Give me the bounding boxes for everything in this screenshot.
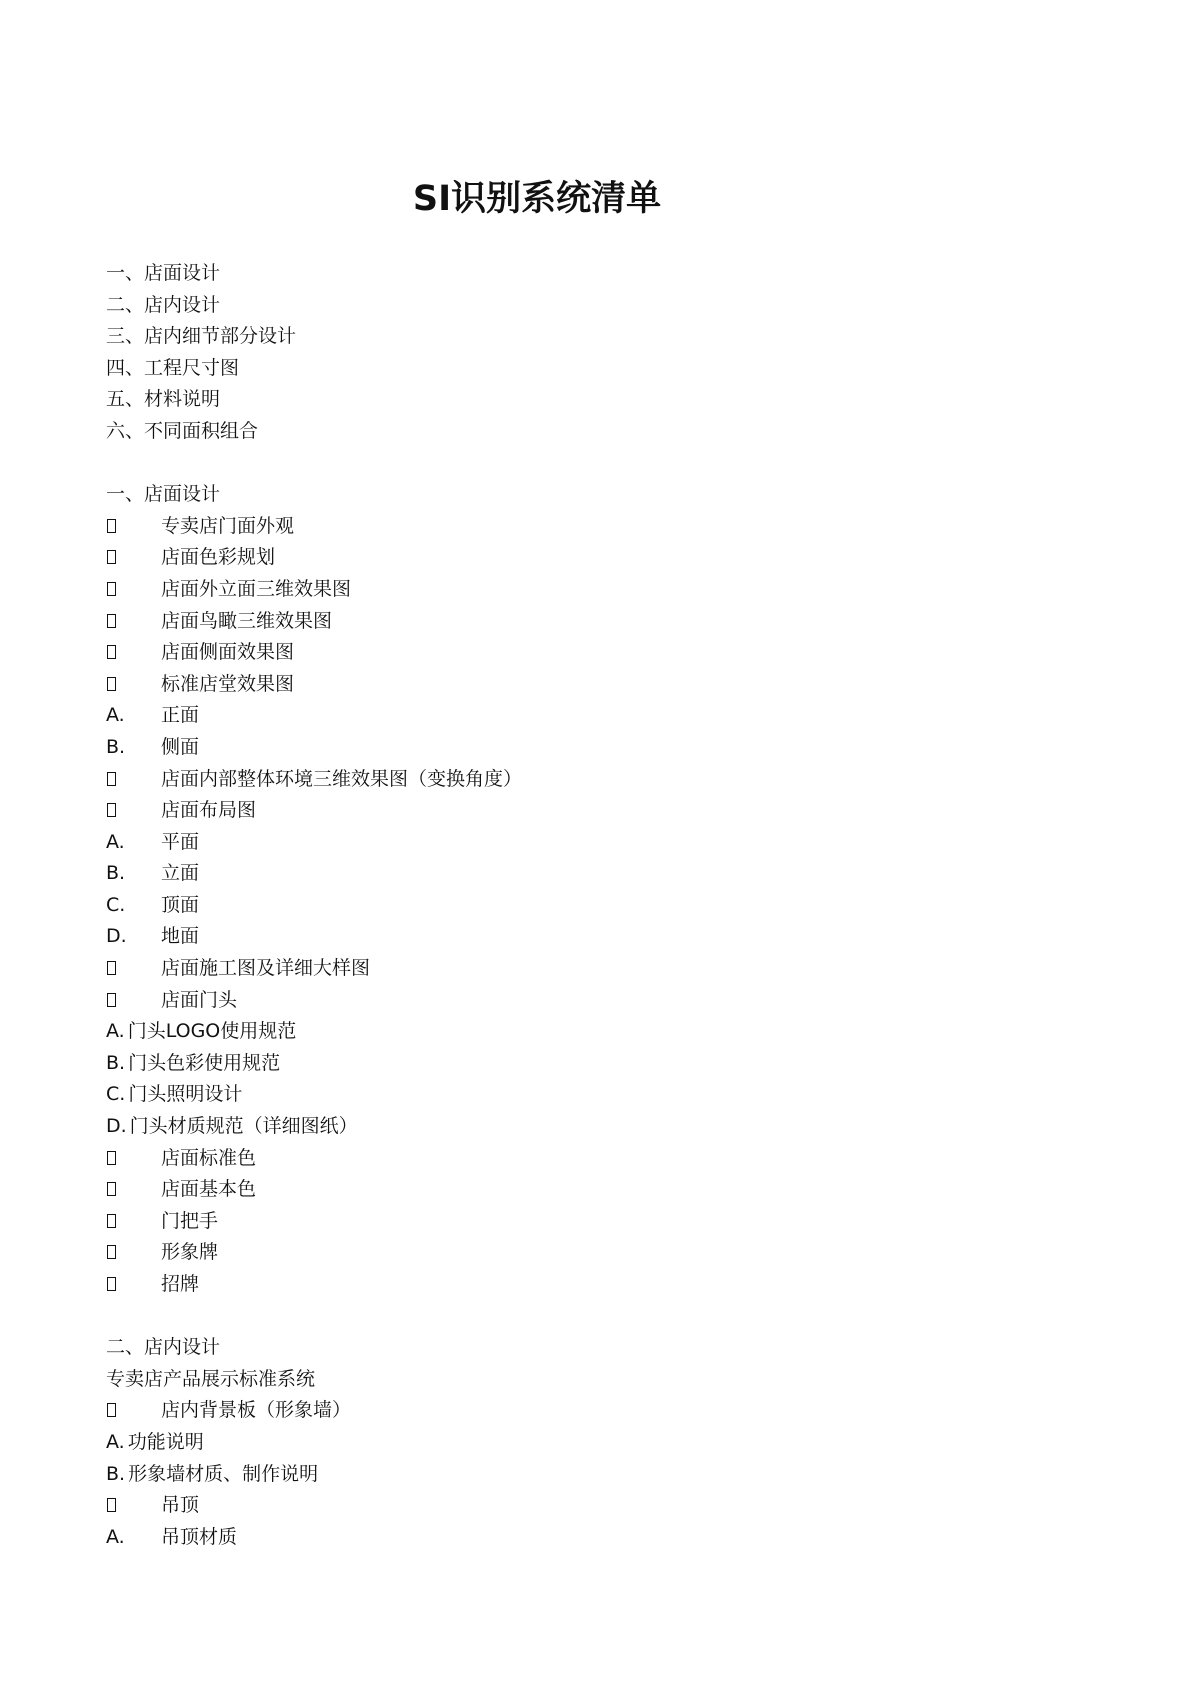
- storefront-items-after: [106, 1143, 1106, 1301]
- list-item-text: 店面布局图: [161, 799, 257, 822]
- list-item: [106, 1427, 1106, 1459]
- list-marker: B.: [106, 862, 126, 885]
- list-item: [106, 1079, 1106, 1111]
- list-item-text: 门把手: [161, 1209, 219, 1232]
- toc-item: 四、工程尺寸图: [106, 356, 240, 379]
- backdrop-subitems: [106, 1427, 1106, 1490]
- checkbox-square-icon: [107, 961, 116, 975]
- list-item: [106, 1490, 1106, 1522]
- list-item-text: 招牌: [161, 1273, 200, 1295]
- list-item: [106, 732, 1106, 764]
- list-marker: B.: [106, 735, 126, 758]
- list-item: [106, 1016, 1106, 1048]
- list-item: [106, 669, 1106, 701]
- list-marker: [106, 637, 161, 669]
- list-item: [106, 637, 1106, 669]
- section-heading-interior: 二、店内设计: [106, 1336, 221, 1359]
- checkbox-square-icon: [107, 1214, 116, 1228]
- storefront-items: [106, 511, 1106, 1017]
- section-heading-storefront: 一、店面设计: [106, 483, 221, 506]
- list-item-text: 店面标准色: [161, 1146, 257, 1169]
- list-marker: [106, 669, 161, 701]
- list-item-text: 形象牌: [161, 1241, 219, 1264]
- list-marker: A.: [106, 1020, 125, 1043]
- list-marker: [106, 985, 161, 1017]
- list-marker: [106, 1237, 161, 1269]
- checkbox-square-icon: [107, 772, 116, 786]
- list-item: [106, 511, 1106, 543]
- ceiling-subitems: [106, 1522, 1106, 1554]
- list-marker: A.: [106, 704, 125, 727]
- list-marker: A.: [106, 830, 125, 853]
- list-marker: [106, 574, 161, 606]
- list-item: [106, 700, 1106, 732]
- list-marker: D.: [106, 1115, 127, 1138]
- list-item: [106, 1206, 1106, 1238]
- list-item: [106, 1522, 1106, 1554]
- list-marker: C.: [106, 1083, 126, 1106]
- list-item: [106, 606, 1106, 638]
- list-item: [106, 1048, 1106, 1080]
- checkbox-square-icon: [107, 614, 116, 628]
- list-marker: B.: [106, 1051, 126, 1074]
- list-marker: [106, 1206, 161, 1238]
- checkbox-square-icon: [107, 1245, 116, 1259]
- list-item-text: 标准店堂效果图: [161, 672, 295, 695]
- list-item: [106, 890, 1106, 922]
- list-item-text: 店面门头: [161, 988, 238, 1011]
- list-item-text: 门头照明设计: [128, 1083, 243, 1106]
- list-item: [106, 1111, 1106, 1143]
- toc-item: 一、店面设计: [106, 262, 221, 284]
- checkbox-square-icon: [107, 1403, 116, 1417]
- list-marker: D.: [106, 925, 127, 948]
- list-item-text: 形象墙材质、制作说明: [128, 1462, 319, 1485]
- checkbox-square-icon: [107, 550, 116, 564]
- list-marker: [106, 1143, 161, 1175]
- list-marker: [106, 764, 161, 796]
- checkbox-square-icon: [107, 1151, 116, 1165]
- list-item: [106, 1395, 1106, 1427]
- checkbox-square-icon: [107, 645, 116, 659]
- list-item-text: 地面: [161, 925, 200, 948]
- list-item-text: 店面施工图及详细大样图: [161, 957, 371, 980]
- list-item: [106, 1237, 1106, 1269]
- list-item: [106, 1174, 1106, 1206]
- list-marker: [106, 953, 161, 985]
- checkbox-square-icon: [107, 803, 116, 817]
- list-item-text: 店内背景板（形象墙）: [161, 1399, 352, 1422]
- list-marker: [106, 542, 161, 574]
- list-item-text: 功能说明: [127, 1430, 204, 1453]
- list-item: [106, 1269, 1106, 1301]
- list-marker: C.: [106, 893, 126, 916]
- list-marker: [106, 1269, 161, 1301]
- list-item-text: 门头LOGO使用规范: [127, 1020, 297, 1043]
- list-item: [106, 1459, 1106, 1491]
- checkbox-square-icon: [107, 993, 116, 1007]
- spacer: [106, 1301, 1106, 1333]
- document-body: [106, 258, 1106, 1553]
- list-item-text: 店面色彩规划: [161, 546, 276, 569]
- toc-item: 五、材料说明: [106, 388, 221, 411]
- list-item: [106, 795, 1106, 827]
- list-item: [106, 827, 1106, 859]
- toc-item: 二、店内设计: [106, 293, 221, 316]
- list-item-text: 吊顶材质: [161, 1525, 238, 1548]
- list-marker: A.: [106, 1430, 125, 1453]
- list-item: [106, 985, 1106, 1017]
- checkbox-square-icon: [107, 1498, 116, 1512]
- toc-item: 三、店内细节部分设计: [106, 325, 297, 348]
- list-marker: [106, 1174, 161, 1206]
- door-items: [106, 1016, 1106, 1142]
- checkbox-square-icon: [107, 519, 116, 533]
- list-item-text: 顶面: [161, 893, 200, 916]
- section-subheading: 专卖店产品展示标准系统: [106, 1367, 316, 1390]
- list-item: [106, 921, 1106, 953]
- list-item-text: 店面鸟瞰三维效果图: [161, 609, 333, 632]
- list-item-text: 店面内部整体环境三维效果图（变换角度）: [161, 767, 523, 790]
- list-marker: [106, 1395, 161, 1427]
- list-item: [106, 1143, 1106, 1175]
- list-marker: A.: [106, 1525, 125, 1548]
- checkbox-square-icon: [107, 1277, 116, 1291]
- list-item-text: 立面: [161, 862, 200, 885]
- list-marker: B.: [106, 1462, 126, 1485]
- list-item-text: 门头色彩使用规范: [128, 1051, 281, 1074]
- list-item-text: 店面基本色: [161, 1178, 257, 1201]
- checkbox-square-icon: [107, 677, 116, 691]
- list-item: [106, 574, 1106, 606]
- list-item-text: 店面侧面效果图: [161, 641, 295, 664]
- list-marker: [106, 511, 161, 543]
- list-marker: [106, 1490, 161, 1522]
- list-item: [106, 764, 1106, 796]
- spacer: [106, 448, 1106, 480]
- checkbox-square-icon: [107, 1182, 116, 1196]
- list-marker: [106, 795, 161, 827]
- list-item: [106, 542, 1106, 574]
- list-item-text: 门头材质规范（详细图纸）: [129, 1115, 358, 1138]
- list-marker: [106, 606, 161, 638]
- list-item-text: 正面: [161, 704, 200, 727]
- list-item-text: 平面: [161, 830, 200, 853]
- list-item-text: 专卖店门面外观: [161, 514, 295, 537]
- list-item: [106, 858, 1106, 890]
- list-item: [106, 953, 1106, 985]
- list-item-text: 吊顶: [161, 1494, 200, 1517]
- document-title: SI识别系统清单: [412, 179, 662, 219]
- toc-item: 六、不同面积组合: [106, 419, 259, 442]
- checkbox-square-icon: [107, 582, 116, 596]
- list-item-text: 店面外立面三维效果图: [161, 577, 352, 600]
- list-item-text: 侧面: [161, 735, 200, 758]
